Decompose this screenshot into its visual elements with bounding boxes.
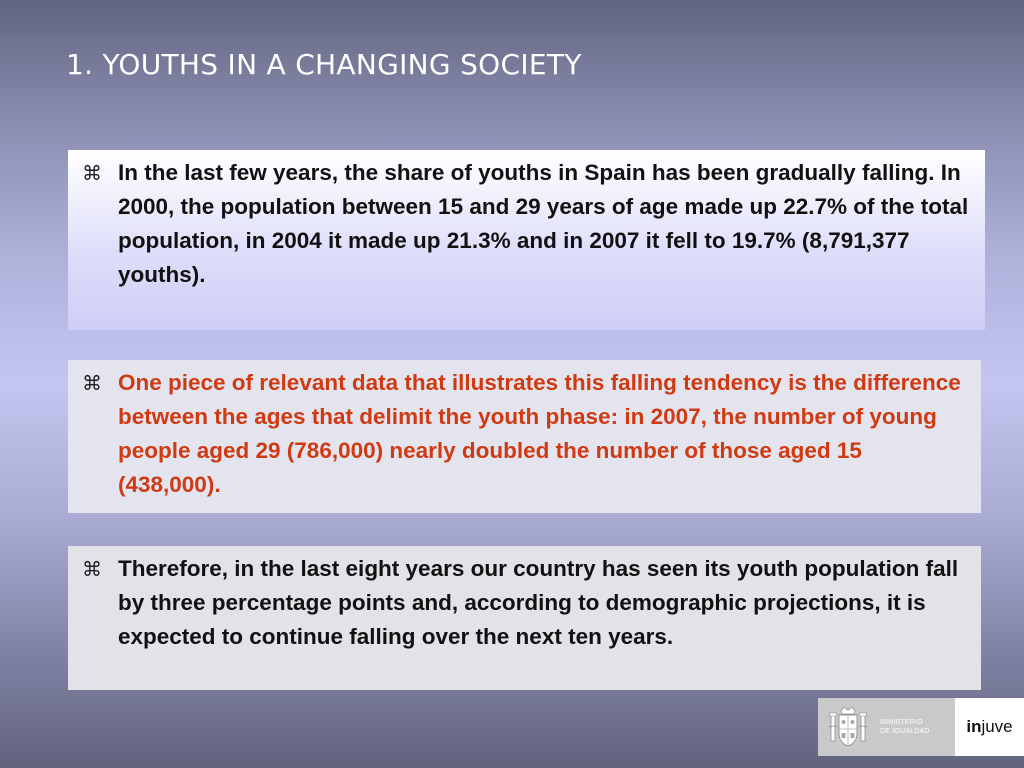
bullet-box-2 — [68, 360, 981, 513]
ministry-name-line-1: MINISTERIO — [880, 719, 923, 726]
bullet-item-2 — [82, 366, 967, 502]
injuve-logo — [955, 698, 1024, 756]
footer-logos — [818, 698, 1024, 756]
bullet-text-3: Therefore, in the last eight years our country has seen its youth population fall by three percentage points and, according to demographic projections, it is expected to continue falling over the next ten years. — [118, 556, 959, 649]
ministry-name-line-2: DE IGUALDAD — [880, 728, 930, 735]
bullet-item-3 — [82, 552, 967, 654]
ministry-name — [880, 718, 930, 736]
coat-of-arms-icon — [826, 705, 870, 749]
bullet-box-3 — [68, 546, 981, 690]
bullet-box-1 — [68, 150, 985, 330]
command-bullet-icon: ⌘ — [82, 161, 102, 185]
bullet-text-2: One piece of relevant data that illustrates this falling tendency is the difference between the ages that delimit the youth phase: in 2007, the number of young people aged 29 (786,000) nearly doubled the number of those aged 15 (438,000). — [118, 370, 961, 497]
bullet-text-1: In the last few years, the share of youths in Spain has been gradually falling. In 2000, the population between 15 and 29 years of age made up 22.7% of the total population, in 2004 it made up 21.3% and in 2007 it fell to 19.7% (8,791,377 youths). — [118, 160, 969, 287]
injuve-logo-bold: in — [966, 717, 982, 736]
command-bullet-icon: ⌘ — [82, 557, 102, 581]
bullet-item-1 — [82, 156, 971, 292]
injuve-logo-rest: juve — [981, 717, 1013, 736]
command-bullet-icon: ⌘ — [82, 371, 102, 395]
slide-title: 1. YOUTHS IN A CHANGING SOCIETY — [66, 48, 582, 81]
ministry-logo — [818, 698, 955, 756]
